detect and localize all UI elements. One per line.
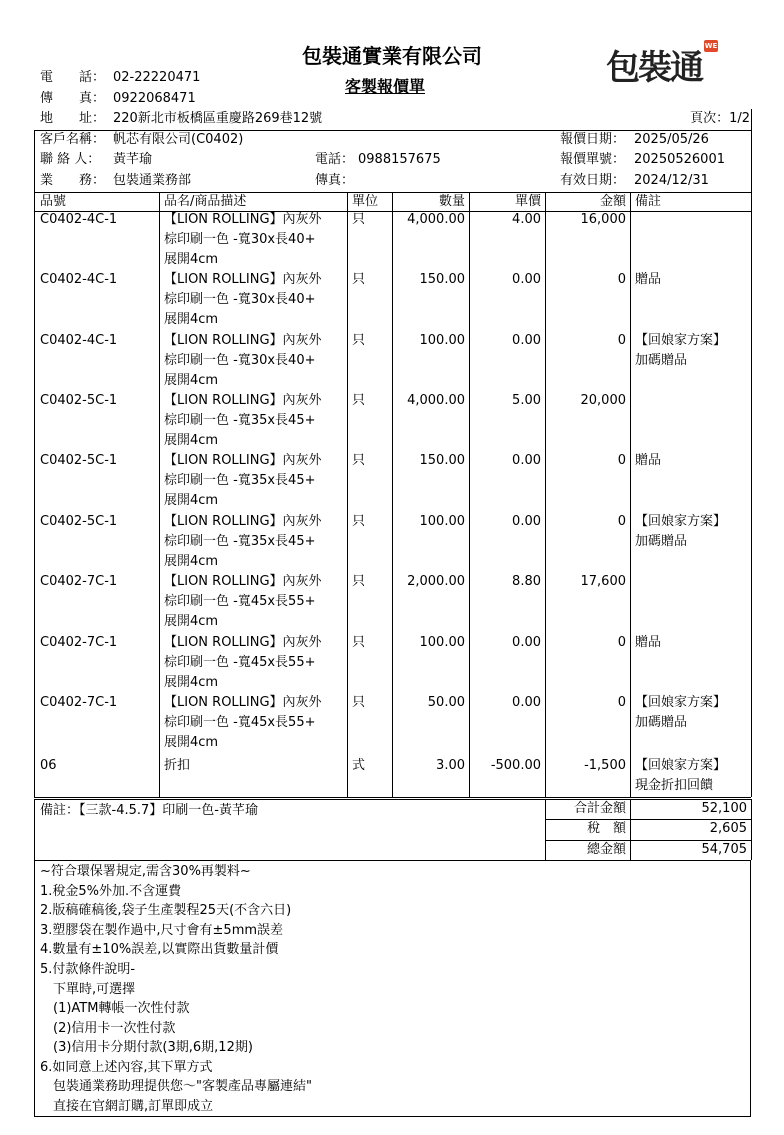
contact-name: 黃芊瑜 (113, 152, 153, 167)
col-divider (630, 192, 631, 797)
item-qty: 150.00 (419, 453, 465, 468)
item-note-line: 加碼贈品 (635, 715, 688, 730)
item-price: 4.00 (512, 212, 541, 227)
customer-tel: 0988157675 (358, 152, 441, 167)
item-desc-line: 【LION ROLLING】內灰外 (164, 212, 322, 227)
quote-no-label: 報價單號： (560, 152, 626, 167)
item-price: 0.00 (512, 514, 541, 529)
item-desc-line: 棕印刷一色 -寬30x長40+ (164, 353, 316, 368)
item-amount: 0 (617, 635, 626, 650)
item-code: C0402-4C-1 (40, 212, 118, 227)
summary-left-border (34, 799, 35, 860)
terms-line: 5.付款條件說明- (40, 962, 136, 977)
valid-date-label: 有效日期： (560, 173, 626, 188)
item-price: -500.00 (490, 758, 541, 773)
terms-line: (2)信用卡一次性付款 (40, 1021, 176, 1036)
fax-label: 傳 真： (40, 91, 106, 106)
item-desc-line: 棕印刷一色 -寬30x長40+ (164, 232, 316, 247)
item-unit: 只 (352, 272, 366, 287)
item-qty: 100.00 (419, 514, 465, 529)
item-code: C0402-5C-1 (40, 393, 118, 408)
valid-date: 2024/12/31 (634, 173, 709, 188)
company-fax: 0922068471 (113, 91, 196, 106)
tax-label: 稅 額 (586, 821, 626, 836)
item-qty: 100.00 (419, 635, 465, 650)
document-title: 客製報價單 (345, 77, 426, 96)
company-logo (604, 36, 720, 88)
item-unit: 式 (352, 758, 366, 773)
item-qty: 3.00 (436, 758, 465, 773)
item-unit: 只 (352, 695, 366, 710)
tax-value: 2,605 (709, 821, 747, 836)
item-price: 8.80 (512, 574, 541, 589)
summary-right-border (751, 799, 752, 860)
item-unit: 只 (352, 333, 366, 348)
subtotal-label: 合計金額 (573, 801, 626, 816)
item-qty: 4,000.00 (407, 212, 465, 227)
company-phone: 02-22220471 (113, 70, 201, 85)
terms-line: 4.數量有±10%誤差,以實際出貨數量計價 (40, 942, 279, 957)
item-price: 0.00 (512, 453, 541, 468)
item-code: C0402-5C-1 (40, 514, 118, 529)
item-unit: 只 (352, 635, 366, 650)
item-desc-line: 折扣 (164, 758, 191, 773)
item-code: C0402-7C-1 (40, 695, 118, 710)
item-note-line: 【回娘家方案】 (635, 758, 727, 773)
customer-name-label: 客戶名稱： (40, 132, 106, 147)
item-code: C0402-4C-1 (40, 333, 118, 348)
item-price: 0.00 (512, 333, 541, 348)
total-label: 總金額 (586, 842, 626, 857)
customer-fax-label: 傳真： (315, 173, 355, 188)
item-desc-line: 展開4cm (164, 312, 219, 327)
item-desc-line: 展開4cm (164, 433, 219, 448)
item-desc-line: 棕印刷一色 -寬35x長45+ (164, 413, 316, 428)
logo-badge-icon: WE (704, 42, 718, 50)
item-unit: 只 (352, 574, 366, 589)
item-unit: 只 (352, 393, 366, 408)
item-amount: 16,000 (580, 212, 626, 227)
sales-name: 包裝通業務部 (113, 173, 192, 188)
item-desc-line: 展開4cm (164, 252, 219, 267)
page-number: 頁次：1/2 (690, 111, 750, 126)
item-note-line: 加碼贈品 (635, 534, 688, 549)
terms-line: 下單時,可選擇 (40, 982, 136, 997)
col-header-price: 單價 (514, 194, 541, 209)
item-note-line: 【回娘家方案】 (635, 695, 727, 710)
item-desc-line: 棕印刷一色 -寬45x長55+ (164, 715, 316, 730)
item-qty: 50.00 (427, 695, 465, 710)
item-code: C0402-4C-1 (40, 272, 118, 287)
sales-label: 業 務： (40, 173, 106, 188)
item-qty: 100.00 (419, 333, 465, 348)
col-divider (159, 192, 160, 797)
item-amount: 0 (617, 333, 626, 348)
item-desc-line: 【LION ROLLING】內灰外 (164, 635, 322, 650)
col-divider (347, 192, 348, 797)
item-note-line: 現金折扣回饋 (635, 778, 714, 793)
item-desc-line: 【LION ROLLING】內灰外 (164, 453, 322, 468)
table-left-border (34, 130, 35, 797)
item-qty: 4,000.00 (407, 393, 465, 408)
item-amount: 0 (617, 695, 626, 710)
contact-label: 聯 絡 人： (40, 152, 101, 167)
col-header-unit: 單位 (352, 194, 379, 209)
terms-line: (3)信用卡分期付款(3期,6期,12期) (40, 1040, 253, 1055)
item-price: 0.00 (512, 635, 541, 650)
item-qty: 2,000.00 (407, 574, 465, 589)
item-amount: 0 (617, 272, 626, 287)
quote-date-label: 報價日期： (560, 132, 626, 147)
item-price: 5.00 (512, 393, 541, 408)
item-note-line: 【回娘家方案】 (635, 333, 727, 348)
item-amount: 0 (617, 514, 626, 529)
tel-label: 電話： (315, 152, 355, 167)
item-price: 0.00 (512, 272, 541, 287)
col-header-amount: 金額 (599, 194, 626, 209)
item-note-line: 【回娘家方案】 (635, 514, 727, 529)
terms-line: (1)ATM轉帳一次性付款 (40, 1001, 190, 1016)
item-desc-line: 【LION ROLLING】內灰外 (164, 272, 322, 287)
terms-line: ~符合環保署規定,需含30%再製料~ (40, 864, 251, 879)
item-desc-line: 【LION ROLLING】內灰外 (164, 574, 322, 589)
item-desc-line: 展開4cm (164, 675, 219, 690)
item-desc-line: 棕印刷一色 -寬45x長55+ (164, 655, 316, 670)
item-note-line: 贈品 (635, 635, 662, 650)
item-amount: 20,000 (580, 393, 626, 408)
item-desc-line: 【LION ROLLING】內灰外 (164, 695, 322, 710)
item-desc-line: 棕印刷一色 -寬45x長55+ (164, 594, 316, 609)
item-amount: 0 (617, 453, 626, 468)
item-amount: -1,500 (584, 758, 626, 773)
col-header-qty: 數量 (438, 194, 465, 209)
logo-text: 包裝通 (606, 48, 702, 88)
terms-line: 包裝通業務助理提供您～"客製產品專屬連結" (40, 1079, 312, 1094)
terms-line: 直接在官網訂購,訂單即成立 (40, 1099, 214, 1114)
item-desc-line: 展開4cm (164, 373, 219, 388)
item-desc-line: 【LION ROLLING】內灰外 (164, 393, 322, 408)
item-desc-line: 展開4cm (164, 493, 219, 508)
table-bottom-border (34, 797, 751, 798)
item-desc-line: 展開4cm (164, 554, 219, 569)
item-desc-line: 展開4cm (164, 735, 219, 750)
terms-line: 1.稅金5%外加.不含運費 (40, 884, 182, 899)
item-desc-line: 【LION ROLLING】內灰外 (164, 333, 322, 348)
customer-name: 帆芯有限公司(C0402) (113, 132, 244, 147)
item-code: 06 (40, 758, 57, 773)
item-unit: 只 (352, 514, 366, 529)
item-desc-line: 展開4cm (164, 614, 219, 629)
item-qty: 150.00 (419, 272, 465, 287)
item-desc-line: 棕印刷一色 -寬35x長45+ (164, 534, 316, 549)
item-note-line: 贈品 (635, 272, 662, 287)
address-label: 地 址： (40, 111, 106, 126)
subtotal-value: 52,100 (701, 801, 747, 816)
item-desc-line: 【LION ROLLING】內灰外 (164, 514, 322, 529)
remark-text: 備註：【三款-4.5.7】印刷一色-黃芊瑜 (40, 803, 258, 818)
item-code: C0402-7C-1 (40, 574, 118, 589)
item-code: C0402-5C-1 (40, 453, 118, 468)
item-amount: 17,600 (580, 574, 626, 589)
quote-date: 2025/05/26 (634, 132, 709, 147)
item-desc-line: 棕印刷一色 -寬30x長40+ (164, 292, 316, 307)
quote-no: 20250526001 (634, 152, 725, 167)
total-value: 54,705 (701, 842, 747, 857)
col-header-note: 備註 (635, 194, 662, 209)
terms-line: 3.塑膠袋在製作過中,尺寸會有±5mm誤差 (40, 923, 284, 938)
phone-label: 電 話： (40, 70, 106, 85)
col-header-desc: 品名/商品描述 (164, 194, 247, 209)
item-desc-line: 棕印刷一色 -寬35x長45+ (164, 473, 316, 488)
item-price: 0.00 (512, 695, 541, 710)
terms-line: 6.如同意上述內容,其下單方式 (40, 1060, 213, 1075)
table-right-border (751, 109, 752, 797)
terms-line: 2.版稿確稿後,袋子生產製程25天(不含六日) (40, 903, 292, 918)
item-note-line: 贈品 (635, 453, 662, 468)
item-note-line: 加碼贈品 (635, 353, 688, 368)
item-code: C0402-7C-1 (40, 635, 118, 650)
item-unit: 只 (352, 212, 366, 227)
col-header-code: 品號 (40, 194, 67, 209)
company-name: 包裝通實業有限公司 (302, 44, 482, 68)
item-unit: 只 (352, 453, 366, 468)
company-address: 220新北市板橋區重慶路269巷12號 (113, 111, 323, 126)
